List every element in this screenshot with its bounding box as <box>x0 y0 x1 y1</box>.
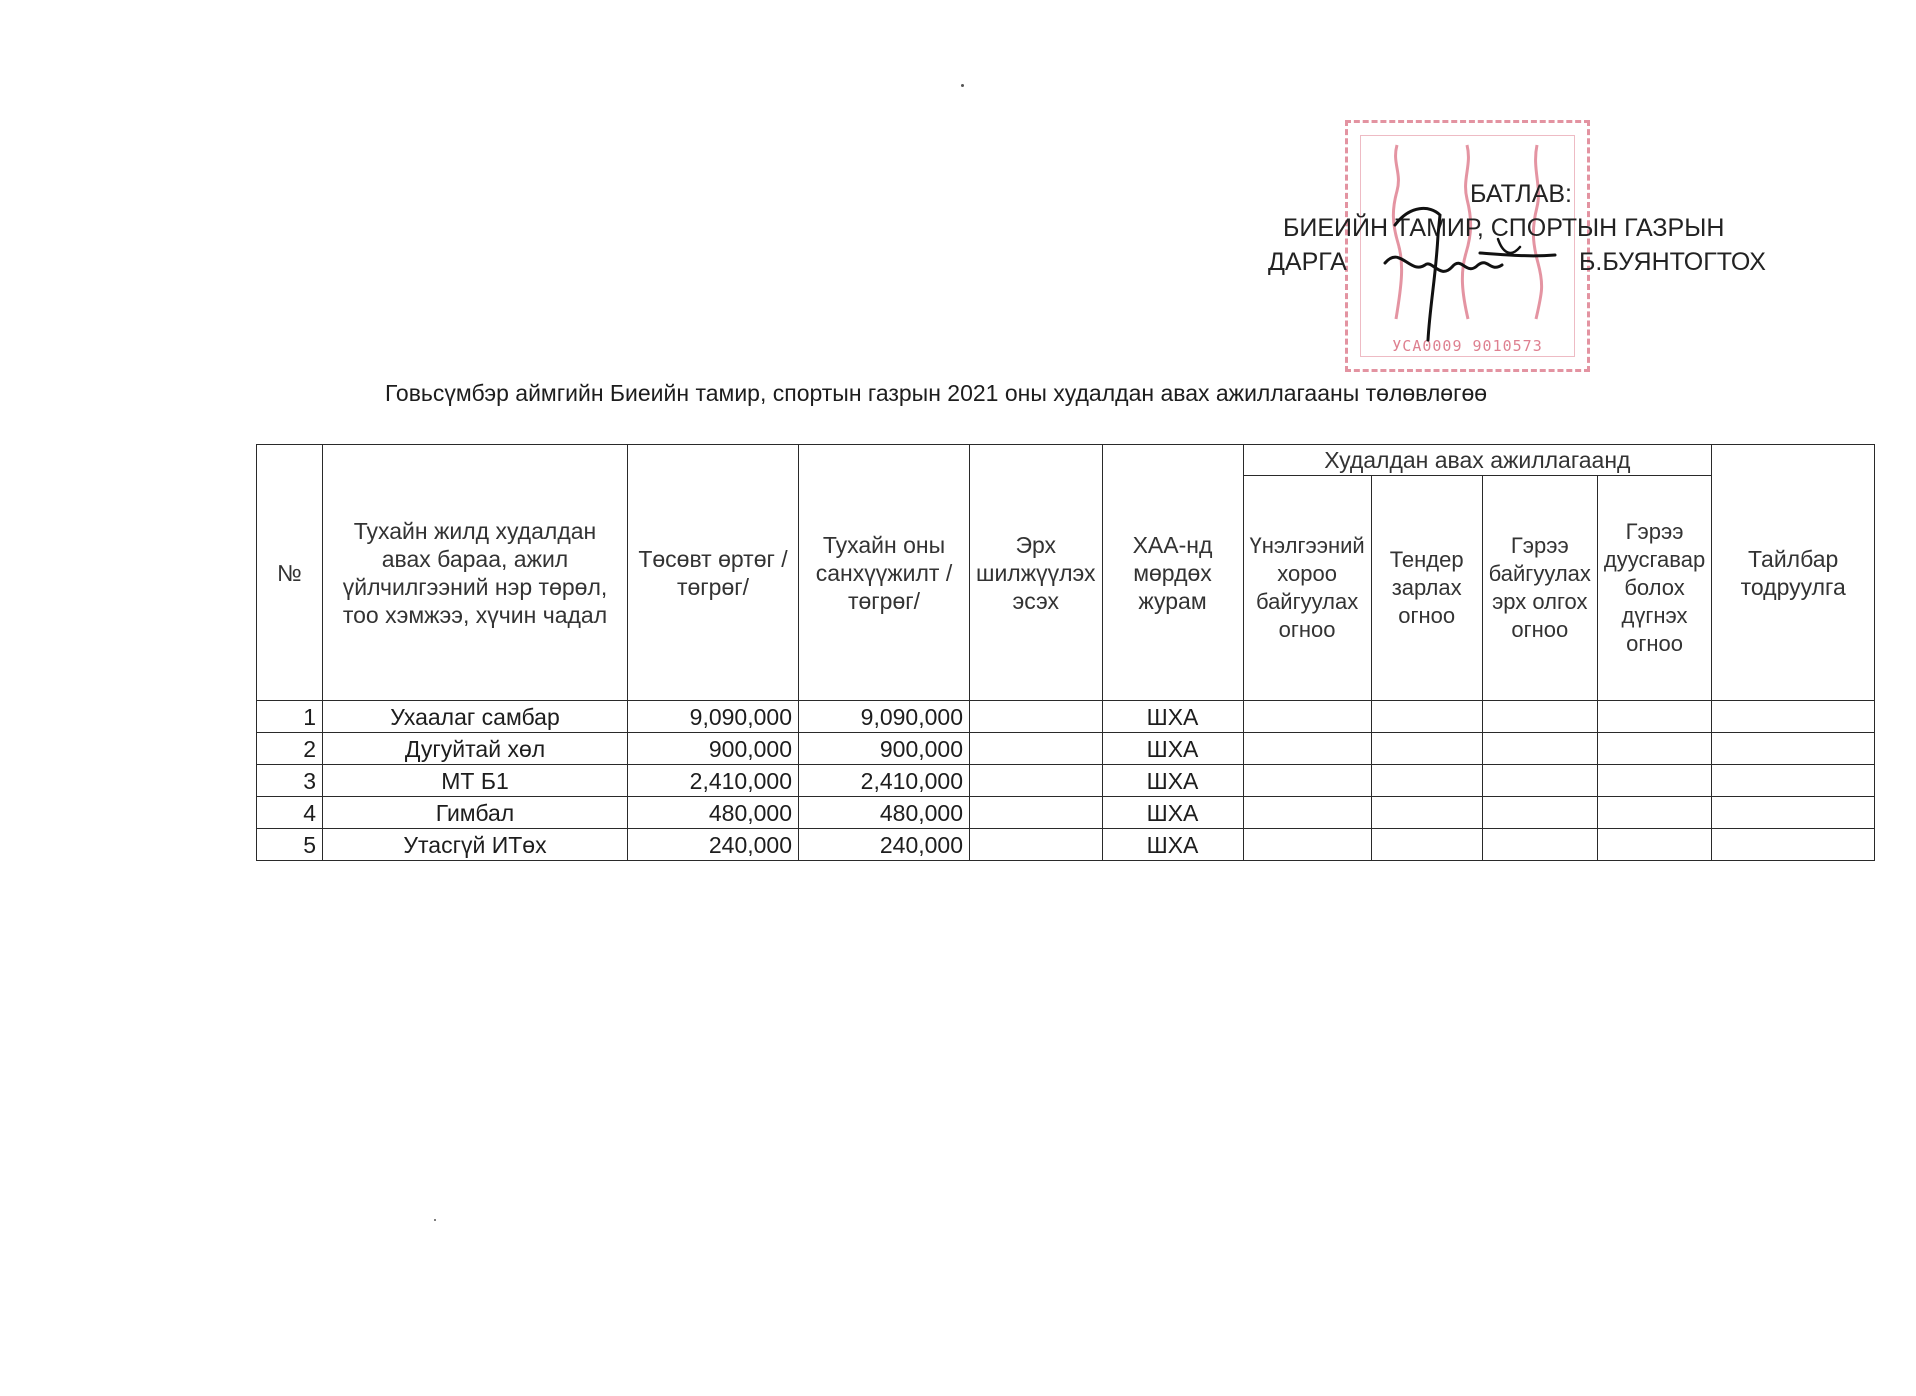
header-procedure: ХАА-нд мөрдөх журам <box>1102 445 1243 701</box>
cell-contract-end <box>1597 797 1711 829</box>
cell-contract-right <box>1482 765 1597 797</box>
table-row <box>257 797 1875 829</box>
header-financing: Тухайн оны санхүүжилт /төгрөг/ <box>799 445 970 701</box>
signature-icon <box>1370 195 1560 345</box>
cell-item: МТ Б1 <box>323 765 628 797</box>
cell-contract-right <box>1482 829 1597 861</box>
cell-rights <box>970 797 1103 829</box>
cell-item: Дугуйтай хөл <box>323 733 628 765</box>
cell-item: Утасгүй ИТөх <box>323 829 628 861</box>
cell-notes <box>1712 829 1875 861</box>
approval-position: ДАРГА <box>1268 248 1347 276</box>
scan-speck <box>961 84 964 87</box>
header-tender-date: Тендер зарлах огноо <box>1371 476 1482 701</box>
cell-financing: 2,410,000 <box>799 765 970 797</box>
cell-tender <box>1371 765 1482 797</box>
cell-procedure: ШХА <box>1102 829 1243 861</box>
cell-contract-end <box>1597 733 1711 765</box>
cell-evaluation <box>1243 765 1371 797</box>
cell-no: 3 <box>257 765 323 797</box>
cell-notes <box>1712 701 1875 733</box>
approval-name: Б.БУЯНТОГТОХ <box>1579 248 1766 276</box>
cell-notes <box>1712 797 1875 829</box>
cell-procedure: ШХА <box>1102 797 1243 829</box>
stamp-code: УСА0009 9010573 <box>1392 337 1543 355</box>
cell-procedure: ШХА <box>1102 701 1243 733</box>
cell-contract-right <box>1482 797 1597 829</box>
cell-item: Ухаалаг самбар <box>323 701 628 733</box>
cell-tender <box>1371 733 1482 765</box>
cell-no: 5 <box>257 829 323 861</box>
cell-no: 2 <box>257 733 323 765</box>
cell-notes <box>1712 733 1875 765</box>
table-row <box>257 765 1875 797</box>
approval-heading: БАТЛАВ: <box>1470 180 1573 208</box>
table-row <box>257 701 1875 733</box>
header-procurement-group: Худалдан авах ажиллагаанд <box>1243 445 1712 476</box>
cell-financing: 900,000 <box>799 733 970 765</box>
header-no: № <box>257 445 323 701</box>
header-evaluation-date: Үнэлгээний хороо байгуулах огноо <box>1243 476 1371 701</box>
cell-evaluation <box>1243 797 1371 829</box>
cell-budget: 900,000 <box>628 733 799 765</box>
header-contract-right-date: Гэрээ байгуулах эрх олгох огноо <box>1482 476 1597 701</box>
document-title: Говьсүмбэр аймгийн Биеийн тамир, спортын газрын 2021 оны худалдан авах ажиллагааны төлөвлөгөө <box>385 380 1488 406</box>
header-contract-end-date: Гэрээ дуусгавар болох дүгнэх огноо <box>1597 476 1711 701</box>
cell-budget: 2,410,000 <box>628 765 799 797</box>
cell-budget: 240,000 <box>628 829 799 861</box>
cell-no: 1 <box>257 701 323 733</box>
header-notes: Тайлбар тодруулга <box>1712 445 1875 701</box>
cell-evaluation <box>1243 701 1371 733</box>
cell-notes <box>1712 765 1875 797</box>
header-budget: Төсөвт өртөг /төгрөг/ <box>628 445 799 701</box>
approval-organization: БИЕИЙН ТАМИР, СПОРТЫН ГАЗРЫН <box>1283 214 1725 242</box>
procurement-plan-table <box>256 444 1875 861</box>
cell-contract-end <box>1597 765 1711 797</box>
cell-rights <box>970 829 1103 861</box>
header-item: Тухайн жилд худалдан авах бараа, ажил үйлчилгээний нэр төрөл, тоо хэмжээ, хүчин чадал <box>323 445 628 701</box>
cell-procedure: ШХА <box>1102 765 1243 797</box>
table-row <box>257 829 1875 861</box>
table-row <box>257 733 1875 765</box>
cell-rights <box>970 733 1103 765</box>
cell-contract-right <box>1482 701 1597 733</box>
cell-financing: 9,090,000 <box>799 701 970 733</box>
cell-tender <box>1371 829 1482 861</box>
cell-budget: 480,000 <box>628 797 799 829</box>
header-rights-transfer: Эрх шилжүүлэх эсэх <box>970 445 1103 701</box>
cell-budget: 9,090,000 <box>628 701 799 733</box>
cell-item: Гимбал <box>323 797 628 829</box>
cell-tender <box>1371 701 1482 733</box>
cell-procedure: ШХА <box>1102 733 1243 765</box>
cell-evaluation <box>1243 733 1371 765</box>
cell-rights <box>970 701 1103 733</box>
scan-speck <box>434 1219 436 1221</box>
cell-no: 4 <box>257 797 323 829</box>
cell-financing: 480,000 <box>799 797 970 829</box>
cell-contract-end <box>1597 701 1711 733</box>
cell-financing: 240,000 <box>799 829 970 861</box>
cell-rights <box>970 765 1103 797</box>
cell-tender <box>1371 797 1482 829</box>
cell-contract-right <box>1482 733 1597 765</box>
cell-evaluation <box>1243 829 1371 861</box>
cell-contract-end <box>1597 829 1711 861</box>
